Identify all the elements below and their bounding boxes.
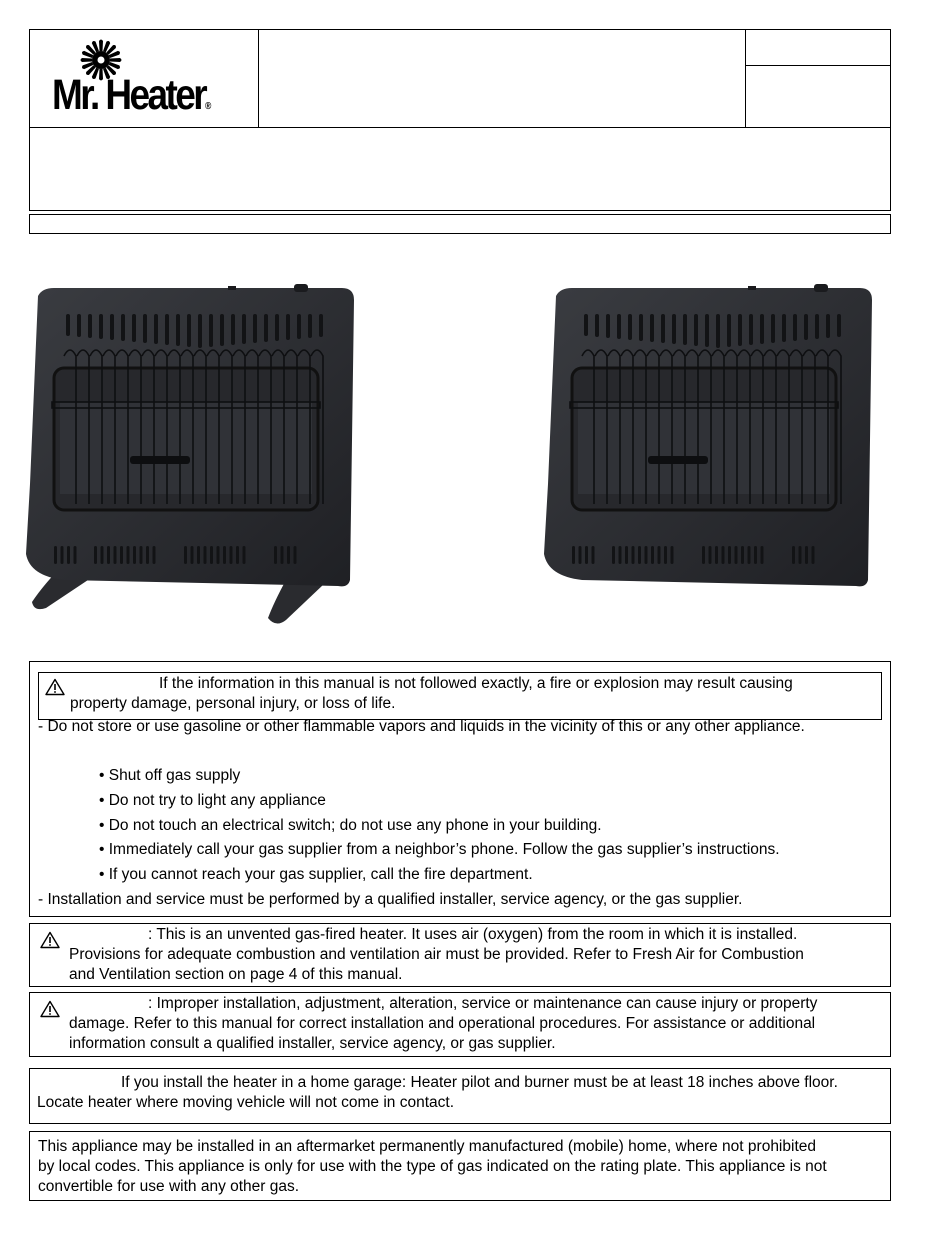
unvented-text: Provisions for adequate combustion and ventilation air must be provided. Refer to Fresh Air for Combustion [69,946,804,963]
unvented-text: and Ventilation section on page 4 of this manual. [69,966,403,983]
bullet-item: • Shut off gas supply [99,767,241,784]
logo-registered-mark: ® [205,101,212,112]
mobile-home-text: This appliance may be installed in an aftermarket permanently manufactured (mobile) home, where not prohibited [38,1138,816,1155]
brand-logo [52,40,242,120]
warning-triangle-icon [45,678,65,696]
header-table [29,29,891,211]
gasoline-warning: - Do not store or use gasoline or other flammable vapors and liquids in the vicinity of this or any other appliance. [38,718,805,735]
heater-wall-mount-image [542,284,878,594]
garage-text: If you install the heater in a home garage: Heater pilot and burner must be at least 18 inches above floor. [121,1074,838,1091]
improper-installation-box [29,992,891,1057]
warning-triangle-icon [40,1000,60,1018]
fire-warning-inner-box [38,672,882,720]
garage-text: Locate heater where moving vehicle will not come in contact. [37,1094,454,1111]
improper-text: information consult a qualified installer, service agency, or gas supplier. [69,1035,556,1052]
improper-text: damage. Refer to this manual for correct installation and operational procedures. For assistance or additional [69,1015,816,1032]
unvented-warning-box [29,923,891,987]
bullet-item: • Do not try to light any appliance [99,792,326,809]
bullet-item: • Do not touch an electrical switch; do not use any phone in your building. [99,817,602,834]
fire-warning-text-line2: property damage, personal injury, or loss of life. [70,695,396,712]
fire-warning-text: If the information in this manual is not followed exactly, a fire or explosion may result causing [159,675,793,692]
installation-warning: - Installation and service must be performed by a qualified installer, service agency, or the gas supplier. [38,891,743,908]
heater-with-feet-image [24,284,360,630]
mobile-home-notice-box [29,1131,891,1201]
garage-notice-box [29,1068,891,1124]
improper-text: : Improper installation, adjustment, alteration, service or maintenance can cause injury or property [148,995,818,1012]
bullet-item: • If you cannot reach your gas supplier, call the fire department. [99,866,533,883]
logo-text: Mr. Heater [52,71,206,119]
bullet-item: • Immediately call your gas supplier from a neighbor’s phone. Follow the gas supplier’s instructions. [99,841,780,858]
warning-triangle-icon [40,931,60,949]
header-strip [29,214,891,234]
mobile-home-text: by local codes. This appliance is only for use with the type of gas indicated on the rating plate. This appliance is not [38,1158,827,1175]
mobile-home-text: convertible for use with any other gas. [38,1178,300,1195]
main-warning-box [29,661,891,917]
unvented-text: : This is an unvented gas-fired heater. It uses air (oxygen) from the room in which it is installed. [148,926,798,943]
